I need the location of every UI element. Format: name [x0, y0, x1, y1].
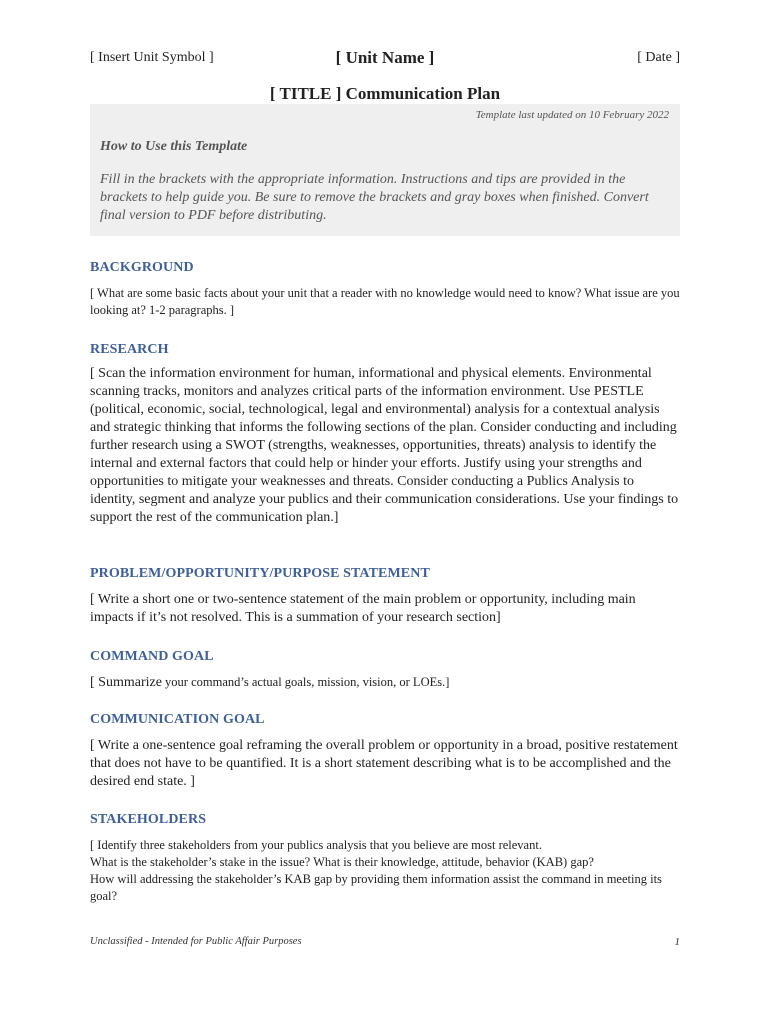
unit-symbol: [ Insert Unit Symbol ] — [90, 50, 214, 65]
command-goal-heading: COMMAND GOAL — [90, 649, 214, 664]
stakeholders-body — [90, 837, 680, 905]
communication-goal-heading: COMMUNICATION GOAL — [90, 712, 265, 727]
header-row — [90, 48, 680, 72]
research-heading: RESEARCH — [90, 342, 169, 357]
background-heading: BACKGROUND — [90, 260, 194, 275]
unit-name: [ Unit Name ] — [335, 48, 435, 67]
command-goal-body — [90, 673, 680, 692]
date: [ Date ] — [637, 50, 680, 65]
communication-goal-body: [ Write a one-sentence goal reframing the overall problem or opportunity in a broad, positive restatement that does not have to be quantified. It is a short statement describing what is to be accomplished and the desired end state. ] — [90, 738, 678, 789]
template-updated-note: Template last updated on 10 February 2022 — [475, 109, 669, 121]
stakeholders-heading: STAKEHOLDERS — [90, 812, 207, 827]
command-goal-lead: [ Summarize — [90, 675, 162, 690]
research-body: [ Scan the information environment for human, informational and physical elements. Environmental scanning tracks, monitors and analyzes critical parts of the information environment. Use PESTLE (political, economic, social, technological, legal and environmental) analysis for a contextual analysis and strategic thinking that informs the following sections of the plan. Consider conducting and including further research using a SWOT (strengths, weaknesses, opportunities, threats) analysis to identify the internal and external factors that could help or hinder your efforts. Justify using your strengths and opportunities to mitigate your weaknesses and threats. Consider conducting a Publics Analysis to identity, segment and analyze your publics and their communication considerations. Use your findings to support the rest of the communication plan.] — [90, 366, 679, 525]
command-goal-rest: your command’s actual goals, mission, vision, or LOEs.] — [161, 675, 450, 689]
how-to-heading: How to Use this Template — [100, 139, 248, 154]
footer-classification: Unclassified - Intended for Public Affair Purposes — [90, 936, 302, 947]
stakeholders-line-3: How will addressing the stakeholder’s KAB gap by providing them information assist the command in meeting its goal? — [90, 872, 662, 903]
problem-statement-body: [ Write a short one or two-sentence statement of the main problem or opportunity, including main impacts if it’s not resolved. This is a summation of your research section] — [90, 592, 636, 625]
footer-page-number: 1 — [674, 936, 680, 948]
background-body: [ What are some basic facts about your unit that a reader with no knowledge would need to know? What issue are you looking at? 1-2 paragraphs. ] — [90, 286, 680, 317]
stakeholders-line-2: What is the stakeholder’s stake in the issue? What is their knowledge, attitude, behavior (KAB) gap? — [90, 855, 594, 869]
how-to-body: Fill in the brackets with the appropriate information. Instructions and tips are provided in the brackets to help guide you. Be sure to remove the brackets and gray boxes when finished. Convert final version to PDF before distributing. — [100, 172, 649, 223]
stakeholders-line-1: [ Identify three stakeholders from your publics analysis that you believe are most relevant. — [90, 838, 542, 852]
document-title: [ TITLE ] Communication Plan — [269, 84, 501, 103]
how-to-box — [90, 104, 680, 236]
problem-statement-heading: PROBLEM/OPPORTUNITY/PURPOSE STATEMENT — [90, 566, 430, 581]
